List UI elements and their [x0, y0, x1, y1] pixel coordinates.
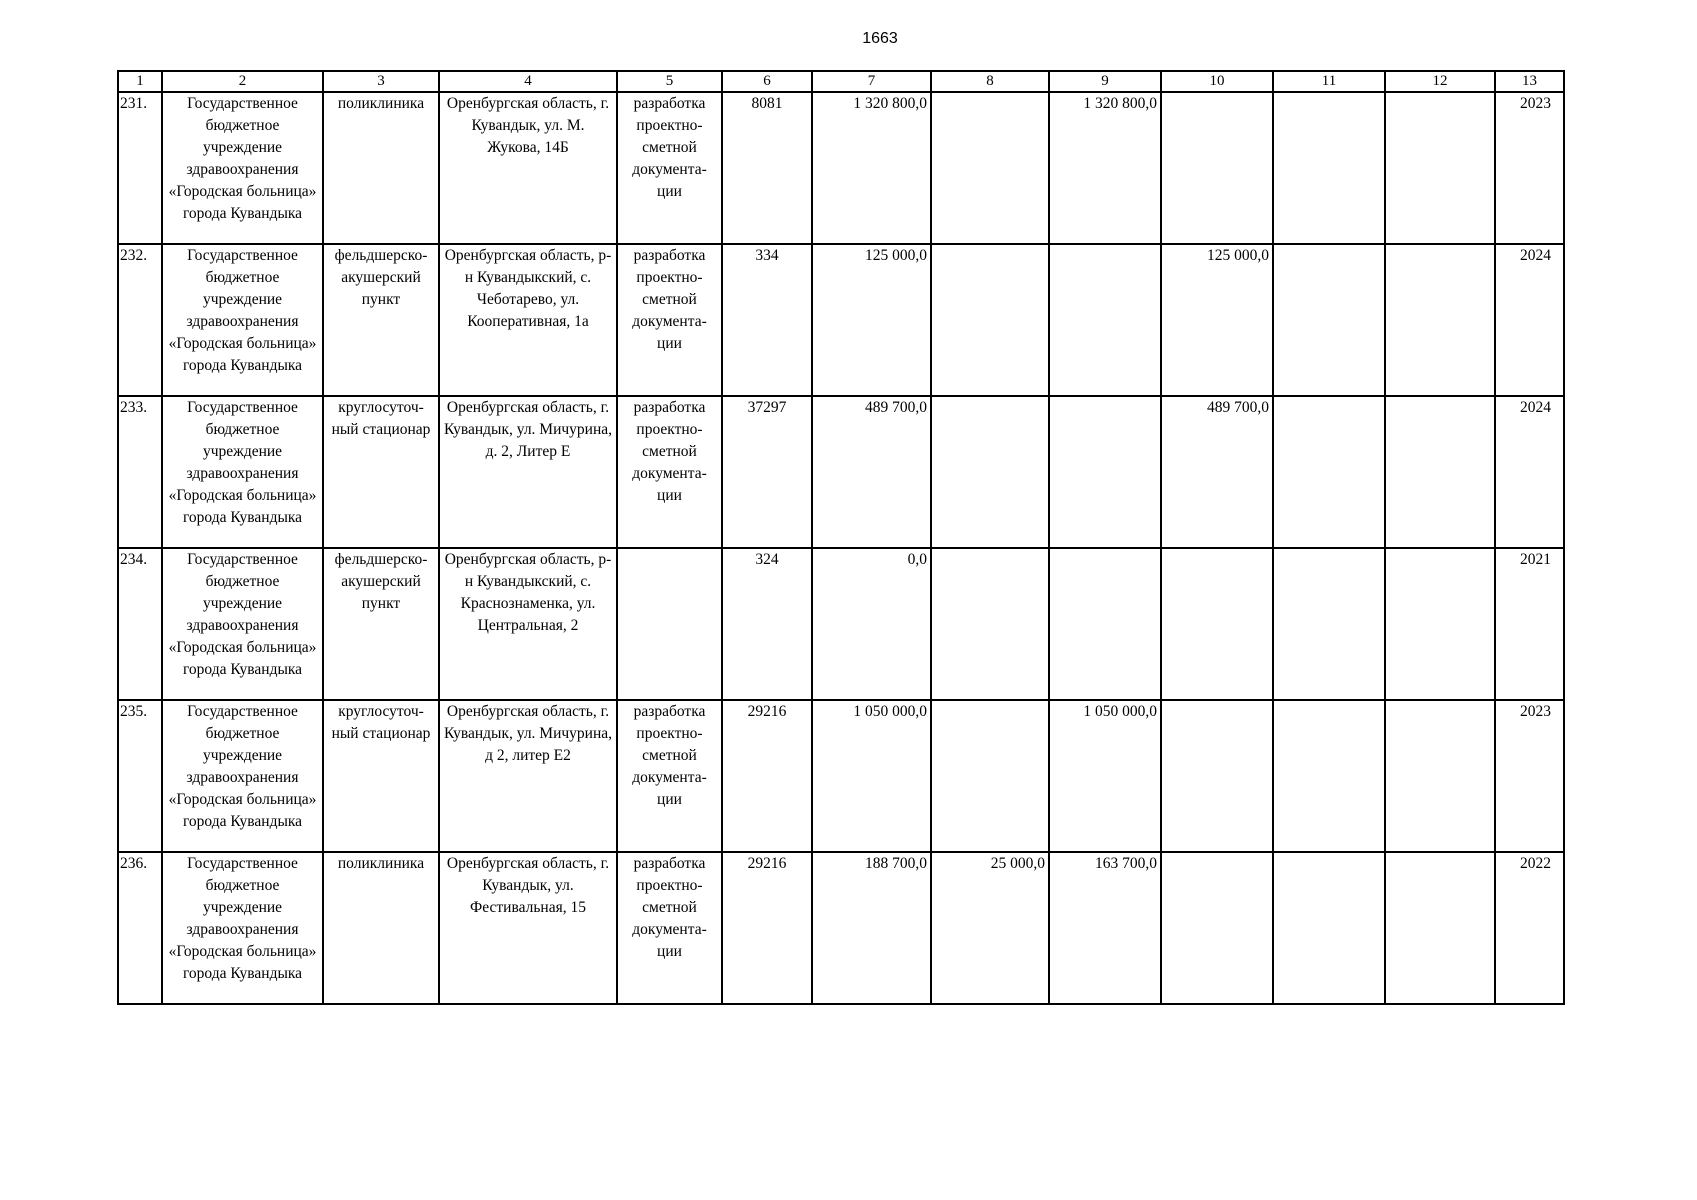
- total-value: 1 320 800,0: [853, 95, 927, 112]
- work-type-cell: [617, 548, 722, 700]
- row-number: 236.: [120, 855, 148, 872]
- row-number: 232.: [120, 247, 148, 264]
- col8-value: [935, 701, 1045, 851]
- organization-name: Государственное бюджетное учреждение здравоохранения «Городская больница» города Кувандыка: [168, 247, 317, 374]
- year-value: 2022: [1520, 855, 1551, 872]
- address: Оренбургская область, р-н Кувандыкский, с. Чеботарево, ул. Кооперативная, 1а: [444, 247, 612, 330]
- year-cell: [1495, 244, 1564, 396]
- work-type: разработка проектно-сметной документа-ции: [632, 95, 707, 200]
- column-number-row: [118, 71, 1564, 92]
- row-number-cell: [118, 700, 162, 852]
- organization-name: Государственное бюджетное учреждение здравоохранения «Городская больница» города Кувандыка: [168, 95, 317, 222]
- col12-cell: [1385, 92, 1495, 244]
- col12-value: [1389, 397, 1491, 547]
- area-cell: [722, 700, 812, 852]
- work-type: разработка проектно-сметной документа-ции: [632, 399, 707, 504]
- row-number-cell: [118, 244, 162, 396]
- row-number: 234.: [120, 551, 148, 568]
- column-header: 9: [1049, 71, 1161, 92]
- col9-cell: [1049, 396, 1161, 548]
- col10-value: [1165, 853, 1269, 1003]
- column-header: 2: [162, 71, 323, 92]
- col8-value: [935, 245, 1045, 395]
- row-number: 231.: [120, 95, 148, 112]
- col9-cell: [1049, 700, 1161, 852]
- column-header: 13: [1495, 71, 1564, 92]
- area-value: 8081: [751, 95, 783, 112]
- register-table: [117, 70, 1565, 1005]
- col9-value: 163 700,0: [1095, 855, 1157, 872]
- total-value: 125 000,0: [865, 247, 927, 264]
- object-type: поликлиника: [337, 95, 425, 112]
- organization-name: Государственное бюджетное учреждение здравоохранения «Городская больница» города Кувандыка: [168, 855, 317, 982]
- year-cell: [1495, 700, 1564, 852]
- col9-cell: [1049, 92, 1161, 244]
- address: Оренбургская область, р-н Кувандыкский, с. Краснознаменка, ул. Центральная, 2: [444, 551, 612, 634]
- col12-cell: [1385, 852, 1495, 1004]
- col11-value: [1277, 93, 1381, 243]
- table-row: [118, 244, 1564, 396]
- area-cell: [722, 92, 812, 244]
- row-number: 233.: [120, 399, 148, 416]
- year-cell: [1495, 396, 1564, 548]
- row-number-cell: [118, 548, 162, 700]
- object-type-cell: [323, 244, 439, 396]
- address-cell: [439, 700, 617, 852]
- work-type: разработка проектно-сметной документа-ции: [632, 855, 707, 960]
- column-header: 7: [812, 71, 931, 92]
- col11-cell: [1273, 396, 1385, 548]
- col11-value: [1277, 701, 1381, 851]
- address: Оренбургская область, г. Кувандык, ул. Мичурина, д 2, литер Е2: [443, 703, 613, 764]
- col11-value: [1277, 397, 1381, 547]
- address-cell: [439, 244, 617, 396]
- col8-value: 25 000,0: [990, 855, 1045, 872]
- year-cell: [1495, 852, 1564, 1004]
- col8-cell: [931, 548, 1049, 700]
- col11-cell: [1273, 92, 1385, 244]
- col10-cell: [1161, 700, 1273, 852]
- column-header: 3: [323, 71, 439, 92]
- object-type-cell: [323, 852, 439, 1004]
- col10-value: 489 700,0: [1207, 399, 1269, 416]
- address: Оренбургская область, г. Кувандык, ул. М. Жукова, 14Б: [446, 95, 610, 156]
- col12-value: [1389, 93, 1491, 243]
- table-row: [118, 92, 1564, 244]
- col12-value: [1389, 701, 1491, 851]
- column-header: 8: [931, 71, 1049, 92]
- address-cell: [439, 92, 617, 244]
- object-type: фельдшерско-акушерский пункт: [334, 247, 428, 308]
- col11-value: [1277, 853, 1381, 1003]
- col9-cell: [1049, 548, 1161, 700]
- organization-cell: [162, 396, 323, 548]
- year-value: 2024: [1520, 399, 1551, 416]
- col8-value: [935, 93, 1045, 243]
- col8-value: [935, 549, 1045, 699]
- col8-cell: [931, 852, 1049, 1004]
- object-type: фельдшерско-акушерский пункт: [334, 551, 428, 612]
- total-value: 0,0: [907, 551, 927, 568]
- object-type-cell: [323, 700, 439, 852]
- col10-value: [1165, 549, 1269, 699]
- work-type: разработка проектно-сметной документа-ции: [632, 703, 707, 808]
- address-cell: [439, 548, 617, 700]
- organization-name: Государственное бюджетное учреждение здравоохранения «Городская больница» города Кувандыка: [168, 399, 317, 526]
- object-type: поликлиника: [337, 855, 425, 872]
- col11-cell: [1273, 852, 1385, 1004]
- row-number-cell: [118, 396, 162, 548]
- work-type: [621, 549, 718, 699]
- object-type-cell: [323, 396, 439, 548]
- organization-cell: [162, 548, 323, 700]
- row-number: 235.: [120, 703, 148, 720]
- col10-value: [1165, 93, 1269, 243]
- total-value: 489 700,0: [865, 399, 927, 416]
- col8-cell: [931, 396, 1049, 548]
- col9-value: [1053, 549, 1157, 699]
- col10-cell: [1161, 92, 1273, 244]
- col12-cell: [1385, 396, 1495, 548]
- address-cell: [439, 852, 617, 1004]
- area-value: 29216: [747, 855, 787, 872]
- table-row: [118, 396, 1564, 548]
- organization-cell: [162, 852, 323, 1004]
- organization-name: Государственное бюджетное учреждение здравоохранения «Городская больница» города Кувандыка: [168, 703, 317, 830]
- col12-cell: [1385, 548, 1495, 700]
- column-header: 11: [1273, 71, 1385, 92]
- col10-cell: [1161, 548, 1273, 700]
- total-cell: [812, 548, 931, 700]
- table-row: [118, 700, 1564, 852]
- total-cell: [812, 92, 931, 244]
- col9-value: 1 050 000,0: [1083, 703, 1157, 720]
- area-cell: [722, 548, 812, 700]
- col9-value: [1053, 245, 1157, 395]
- row-number-cell: [118, 92, 162, 244]
- col9-cell: [1049, 852, 1161, 1004]
- organization-cell: [162, 92, 323, 244]
- year-value: 2024: [1520, 247, 1551, 264]
- work-type-cell: [617, 700, 722, 852]
- col10-cell: [1161, 396, 1273, 548]
- column-header: 6: [722, 71, 812, 92]
- object-type-cell: [323, 548, 439, 700]
- object-type: круглосуточ-ный стационар: [331, 703, 431, 742]
- col12-cell: [1385, 244, 1495, 396]
- column-header: 4: [439, 71, 617, 92]
- col8-cell: [931, 244, 1049, 396]
- total-cell: [812, 396, 931, 548]
- row-number-cell: [118, 852, 162, 1004]
- total-cell: [812, 244, 931, 396]
- col11-cell: [1273, 244, 1385, 396]
- col8-cell: [931, 92, 1049, 244]
- page-number: 1663: [862, 30, 898, 47]
- area-cell: [722, 852, 812, 1004]
- column-header: 5: [617, 71, 722, 92]
- col12-cell: [1385, 700, 1495, 852]
- organization-name: Государственное бюджетное учреждение здравоохранения «Городская больница» города Кувандыка: [168, 551, 317, 678]
- col12-value: [1389, 245, 1491, 395]
- year-value: 2021: [1520, 551, 1551, 568]
- object-type-cell: [323, 92, 439, 244]
- organization-cell: [162, 700, 323, 852]
- col9-cell: [1049, 244, 1161, 396]
- work-type-cell: [617, 92, 722, 244]
- column-header: 1: [118, 71, 162, 92]
- col10-cell: [1161, 852, 1273, 1004]
- col11-cell: [1273, 700, 1385, 852]
- total-cell: [812, 700, 931, 852]
- year-cell: [1495, 548, 1564, 700]
- col9-value: [1053, 397, 1157, 547]
- col10-value: 125 000,0: [1207, 247, 1269, 264]
- total-cell: [812, 852, 931, 1004]
- column-header: 12: [1385, 71, 1495, 92]
- address: Оренбургская область, г. Кувандык, ул. Фестивальная, 15: [446, 855, 610, 916]
- area-cell: [722, 396, 812, 548]
- work-type-cell: [617, 244, 722, 396]
- col10-cell: [1161, 244, 1273, 396]
- area-value: 29216: [747, 703, 787, 720]
- total-value: 188 700,0: [865, 855, 927, 872]
- object-type: круглосуточ-ный стационар: [331, 399, 431, 438]
- work-type-cell: [617, 396, 722, 548]
- year-value: 2023: [1520, 703, 1551, 720]
- col12-value: [1389, 549, 1491, 699]
- col11-value: [1277, 549, 1381, 699]
- year-value: 2023: [1520, 95, 1551, 112]
- work-type: разработка проектно-сметной документа-ции: [632, 247, 707, 352]
- col11-cell: [1273, 548, 1385, 700]
- table-row: [118, 852, 1564, 1004]
- area-value: 37297: [747, 399, 787, 416]
- area-value: 324: [755, 551, 779, 568]
- table-row: [118, 548, 1564, 700]
- col10-value: [1165, 701, 1269, 851]
- year-cell: [1495, 92, 1564, 244]
- area-cell: [722, 244, 812, 396]
- column-header: 10: [1161, 71, 1273, 92]
- address-cell: [439, 396, 617, 548]
- address: Оренбургская область, г. Кувандык, ул. Мичурина, д. 2, Литер Е: [443, 399, 613, 460]
- work-type-cell: [617, 852, 722, 1004]
- total-value: 1 050 000,0: [853, 703, 927, 720]
- col11-value: [1277, 245, 1381, 395]
- col8-value: [935, 397, 1045, 547]
- col12-value: [1389, 853, 1491, 1003]
- col9-value: 1 320 800,0: [1083, 95, 1157, 112]
- area-value: 334: [755, 247, 779, 264]
- col8-cell: [931, 700, 1049, 852]
- organization-cell: [162, 244, 323, 396]
